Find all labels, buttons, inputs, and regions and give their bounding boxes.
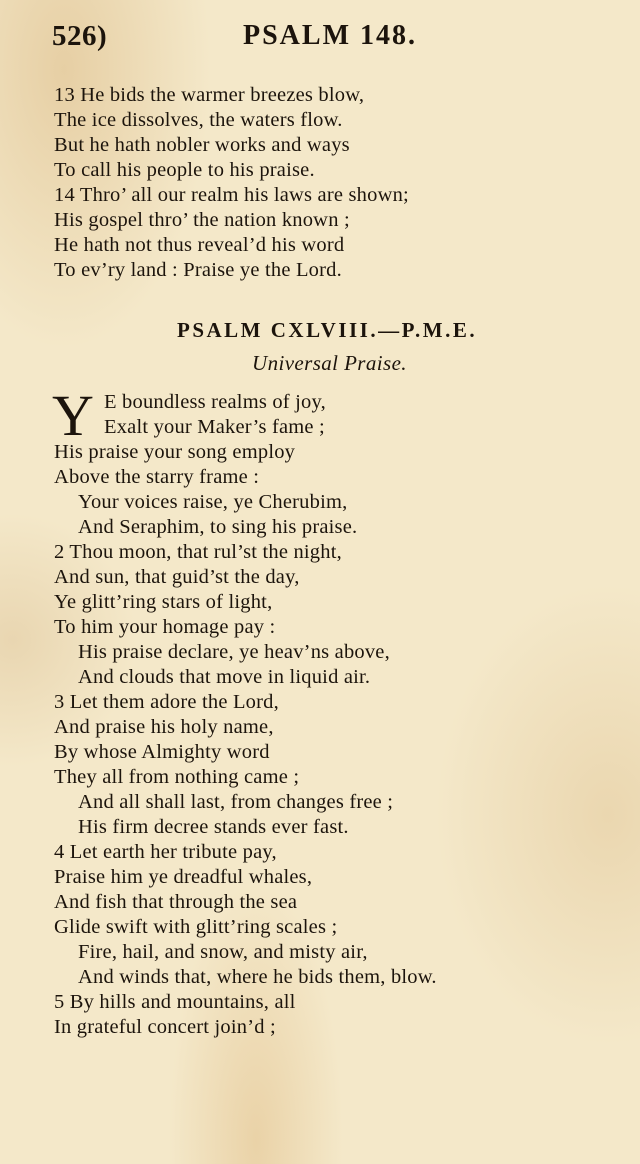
verse-line: To ev’ry land : Praise ye the Lord. (54, 259, 342, 281)
verse-line: E boundless realms of joy, (104, 391, 326, 413)
verse-line: 13 He bids the warmer breezes blow, (54, 84, 365, 106)
verse-line: They all from nothing came ; (54, 766, 300, 788)
verse-line: 4 Let earth her tribute pay, (54, 841, 277, 863)
verse-line: And clouds that move in liquid air. (78, 666, 371, 688)
verse-line: And winds that, where he bids them, blow. (78, 966, 437, 988)
verse-line: 3 Let them adore the Lord, (54, 691, 279, 713)
verse-line: Fire, hail, and snow, and misty air, (78, 941, 368, 963)
verse-line: He hath not thus reveal’d his word (54, 234, 345, 256)
verse-line: Above the starry frame : (54, 466, 260, 488)
verse-line: Your voices raise, ye Cherubim, (78, 491, 348, 513)
verse-line: And Seraphim, to sing his praise. (78, 516, 358, 538)
verse-line: Glide swift with glitt’ring scales ; (54, 916, 338, 938)
verse-line: And fish that through the sea (54, 891, 298, 913)
psalm-heading: PSALM CXLVIII.—P.M.E. (177, 318, 478, 342)
verse-line: And all shall last, from changes free ; (78, 791, 394, 813)
verse-line: 5 By hills and mountains, all (54, 991, 296, 1013)
verse-line: Ye glitt’ring stars of light, (54, 591, 273, 613)
verse-line: In grateful concert join’d ; (54, 1016, 276, 1038)
page-header (50, 20, 590, 60)
verse-line: 2 Thou moon, that rul’st the night, (54, 541, 342, 563)
running-title: PSALM 148. (243, 20, 417, 51)
verse-line: To call his people to his praise. (54, 159, 315, 181)
verse-line: The ice dissolves, the waters flow. (54, 109, 343, 131)
verse-line: His praise your song employ (54, 441, 296, 463)
page-number: 526) (52, 20, 108, 52)
verse-line: By whose Almighty word (54, 741, 270, 763)
verse-line: And praise his holy name, (54, 716, 274, 738)
verse-line: Praise him ye dreadful whales, (54, 866, 313, 888)
verse-line: But he hath nobler works and ways (54, 134, 350, 156)
verse-line: His gospel thro’ the nation known ; (54, 209, 350, 231)
verse-line: And sun, that guid’st the day, (54, 566, 300, 588)
verse-line: Exalt your Maker’s fame ; (104, 416, 325, 438)
drop-cap: Y (52, 383, 94, 448)
verse-line: His praise declare, ye heav’ns above, (78, 641, 390, 663)
verse-line: His firm decree stands ever fast. (78, 816, 349, 838)
verse-line: 14 Thro’ all our realm his laws are shown; (54, 184, 409, 206)
verse-line: To him your homage pay : (54, 616, 276, 638)
psalm-subtitle: Universal Praise. (252, 351, 407, 375)
